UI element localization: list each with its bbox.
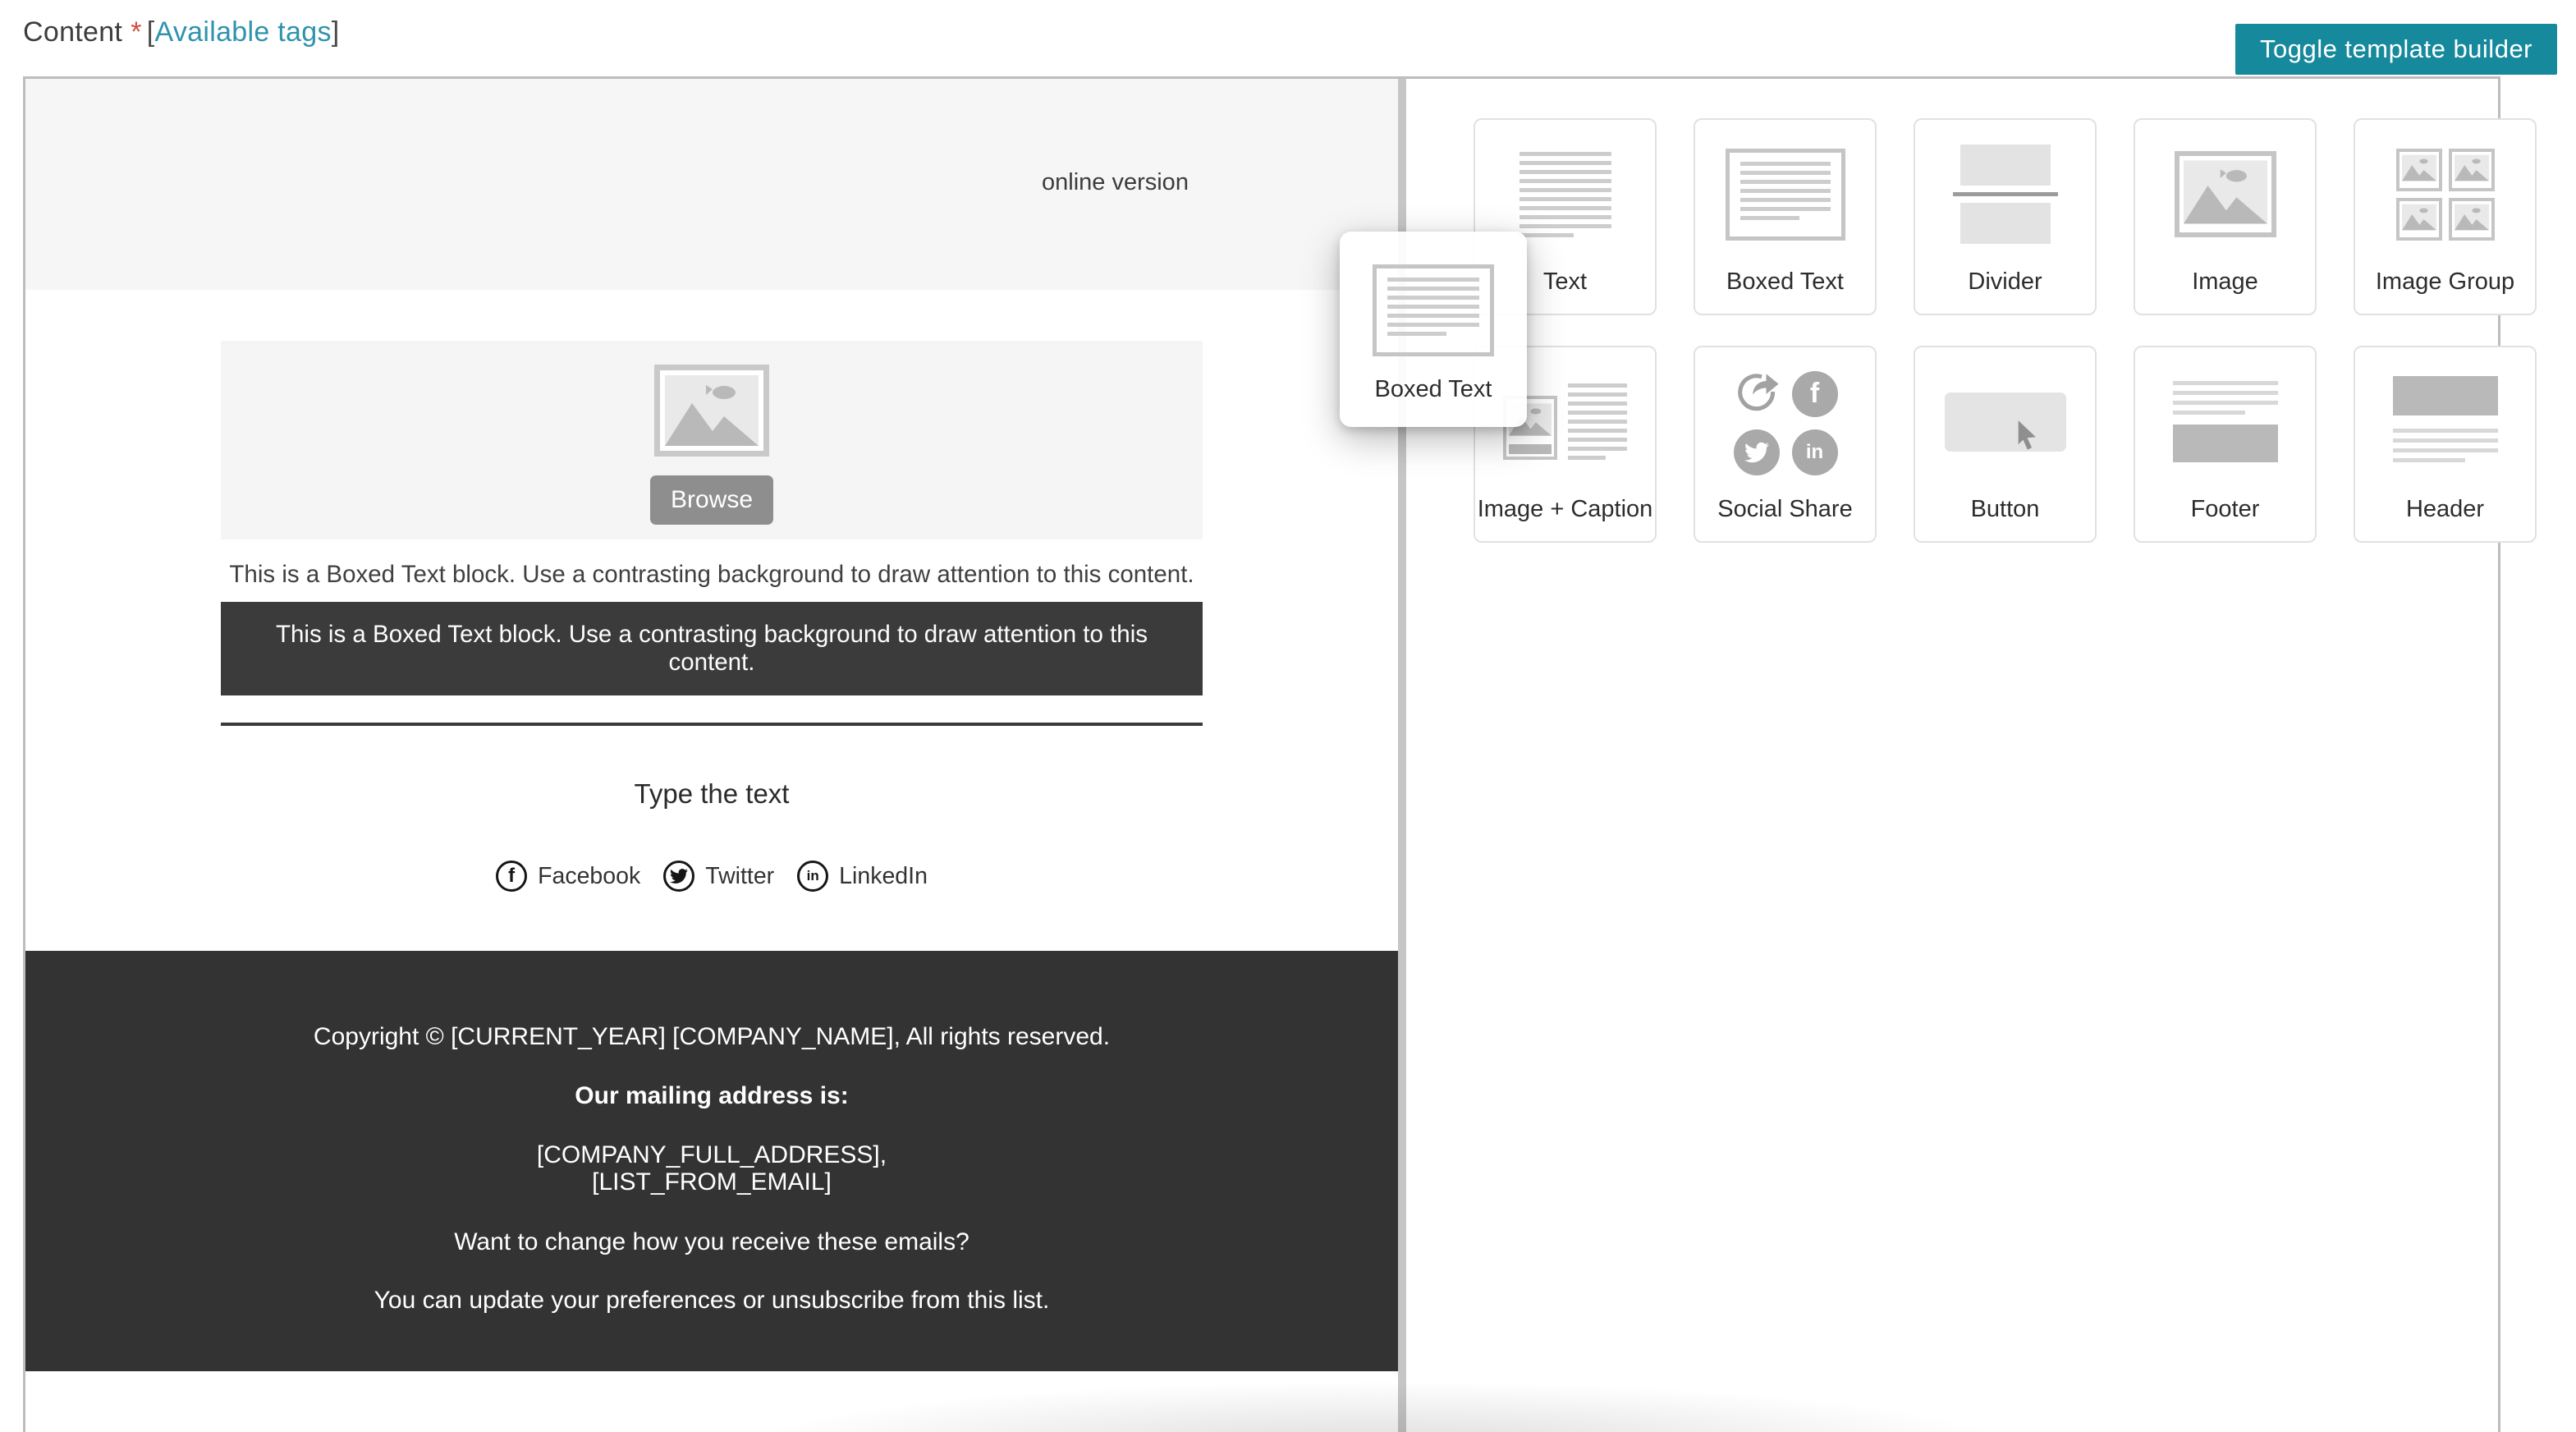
social-label-linkedin: LinkedIn xyxy=(839,862,928,889)
facebook-icon: f xyxy=(496,861,527,892)
social-label-facebook: Facebook xyxy=(538,862,641,889)
block-label: Boxed Text xyxy=(1726,268,1844,295)
block-card-footer[interactable] xyxy=(2134,346,2317,543)
template-builder-panel xyxy=(1406,79,2515,1432)
twitter-icon xyxy=(1734,429,1780,475)
social-label-twitter: Twitter xyxy=(705,862,775,889)
browse-button[interactable]: Browse xyxy=(650,475,773,525)
content-field-label-row xyxy=(23,16,340,48)
block-card-image[interactable] xyxy=(2134,118,2317,315)
block-grid xyxy=(1406,79,2515,543)
type-the-text-block[interactable]: Type the text xyxy=(634,778,790,809)
bracket-open: [ xyxy=(146,16,155,48)
block-card-header[interactable] xyxy=(2354,346,2537,543)
header-icon xyxy=(2355,347,2535,496)
footer-copyright: Copyright © [CURRENT_YEAR] [COMPANY_NAME], All rights reserved. xyxy=(313,1023,1111,1050)
boxed-text-icon xyxy=(1373,264,1494,356)
footer-change-line: Want to change how you receive these emails? xyxy=(454,1228,969,1255)
linkedin-icon: in xyxy=(797,861,828,892)
footer-address-line1: [COMPANY_FULL_ADDRESS], xyxy=(536,1141,887,1168)
editor-container xyxy=(23,76,2515,1432)
block-label: Social Share xyxy=(1717,496,1853,522)
image-placeholder-icon xyxy=(665,375,759,446)
image-group-icon xyxy=(2355,120,2535,268)
footer-icon xyxy=(2135,347,2315,496)
drag-ghost-label: Boxed Text xyxy=(1374,376,1492,402)
block-card-boxed-text[interactable] xyxy=(1694,118,1877,315)
bracket-close: ] xyxy=(331,16,340,48)
email-divider-rule[interactable] xyxy=(221,723,1203,726)
block-label: Image xyxy=(2192,268,2258,295)
block-card-image-group[interactable] xyxy=(2354,118,2537,315)
block-label: Image Group xyxy=(2375,268,2515,295)
block-label: Text xyxy=(1542,268,1588,295)
boxed-text-dark-block[interactable] xyxy=(221,602,1203,695)
image-icon xyxy=(2135,120,2315,268)
boxed-text-icon xyxy=(1695,120,1875,268)
block-label: Image + Caption xyxy=(1477,496,1653,522)
social-link-facebook[interactable] xyxy=(496,861,640,892)
email-preview-panel xyxy=(25,79,1398,1432)
required-marker: * xyxy=(131,16,142,48)
block-card-social-share[interactable] xyxy=(1694,346,1877,543)
boxed-text-paragraph[interactable]: This is a Boxed Text block. Use a contrasting background to draw attention to this content. xyxy=(229,561,1194,588)
social-link-linkedin[interactable] xyxy=(797,861,928,892)
available-tags-link[interactable]: Available tags xyxy=(154,16,332,48)
block-label: Header xyxy=(2405,496,2485,522)
image-placeholder[interactable] xyxy=(654,365,769,457)
divider-icon xyxy=(1915,120,2095,268)
footer-address-line2: [LIST_FROM_EMAIL] xyxy=(592,1168,832,1196)
email-preheader-block[interactable] xyxy=(25,79,1398,290)
block-label: Button xyxy=(1970,496,2040,522)
facebook-icon: f xyxy=(1792,371,1838,417)
button-icon xyxy=(1915,347,2095,496)
cursor-icon xyxy=(2014,419,2042,455)
twitter-icon xyxy=(663,861,694,892)
share-icon xyxy=(1733,368,1781,420)
block-label: Footer xyxy=(2190,496,2260,522)
footer-mailing-heading: Our mailing address is: xyxy=(575,1082,849,1109)
online-version-link[interactable]: online version xyxy=(1042,169,1189,195)
boxed-text-dark-text: This is a Boxed Text block. Use a contrasting background to draw attention to this content. xyxy=(275,621,1148,676)
block-label: Divider xyxy=(1968,268,2042,295)
social-share-icon xyxy=(1695,347,1875,496)
footer-update-line: You can update your preferences or unsubscribe from this list. xyxy=(374,1287,1050,1314)
email-footer-block[interactable] xyxy=(25,951,1398,1371)
email-social-row xyxy=(25,861,1398,892)
block-card-button[interactable] xyxy=(1914,346,2097,543)
linkedin-icon: in xyxy=(1792,429,1838,475)
toggle-template-builder-button[interactable]: Toggle template builder xyxy=(2235,24,2557,75)
social-link-twitter[interactable] xyxy=(663,861,774,892)
email-image-block[interactable] xyxy=(221,341,1203,539)
block-card-divider[interactable] xyxy=(1914,118,2097,315)
drag-ghost-boxed-text[interactable] xyxy=(1340,232,1527,427)
content-label: Content xyxy=(23,16,123,48)
